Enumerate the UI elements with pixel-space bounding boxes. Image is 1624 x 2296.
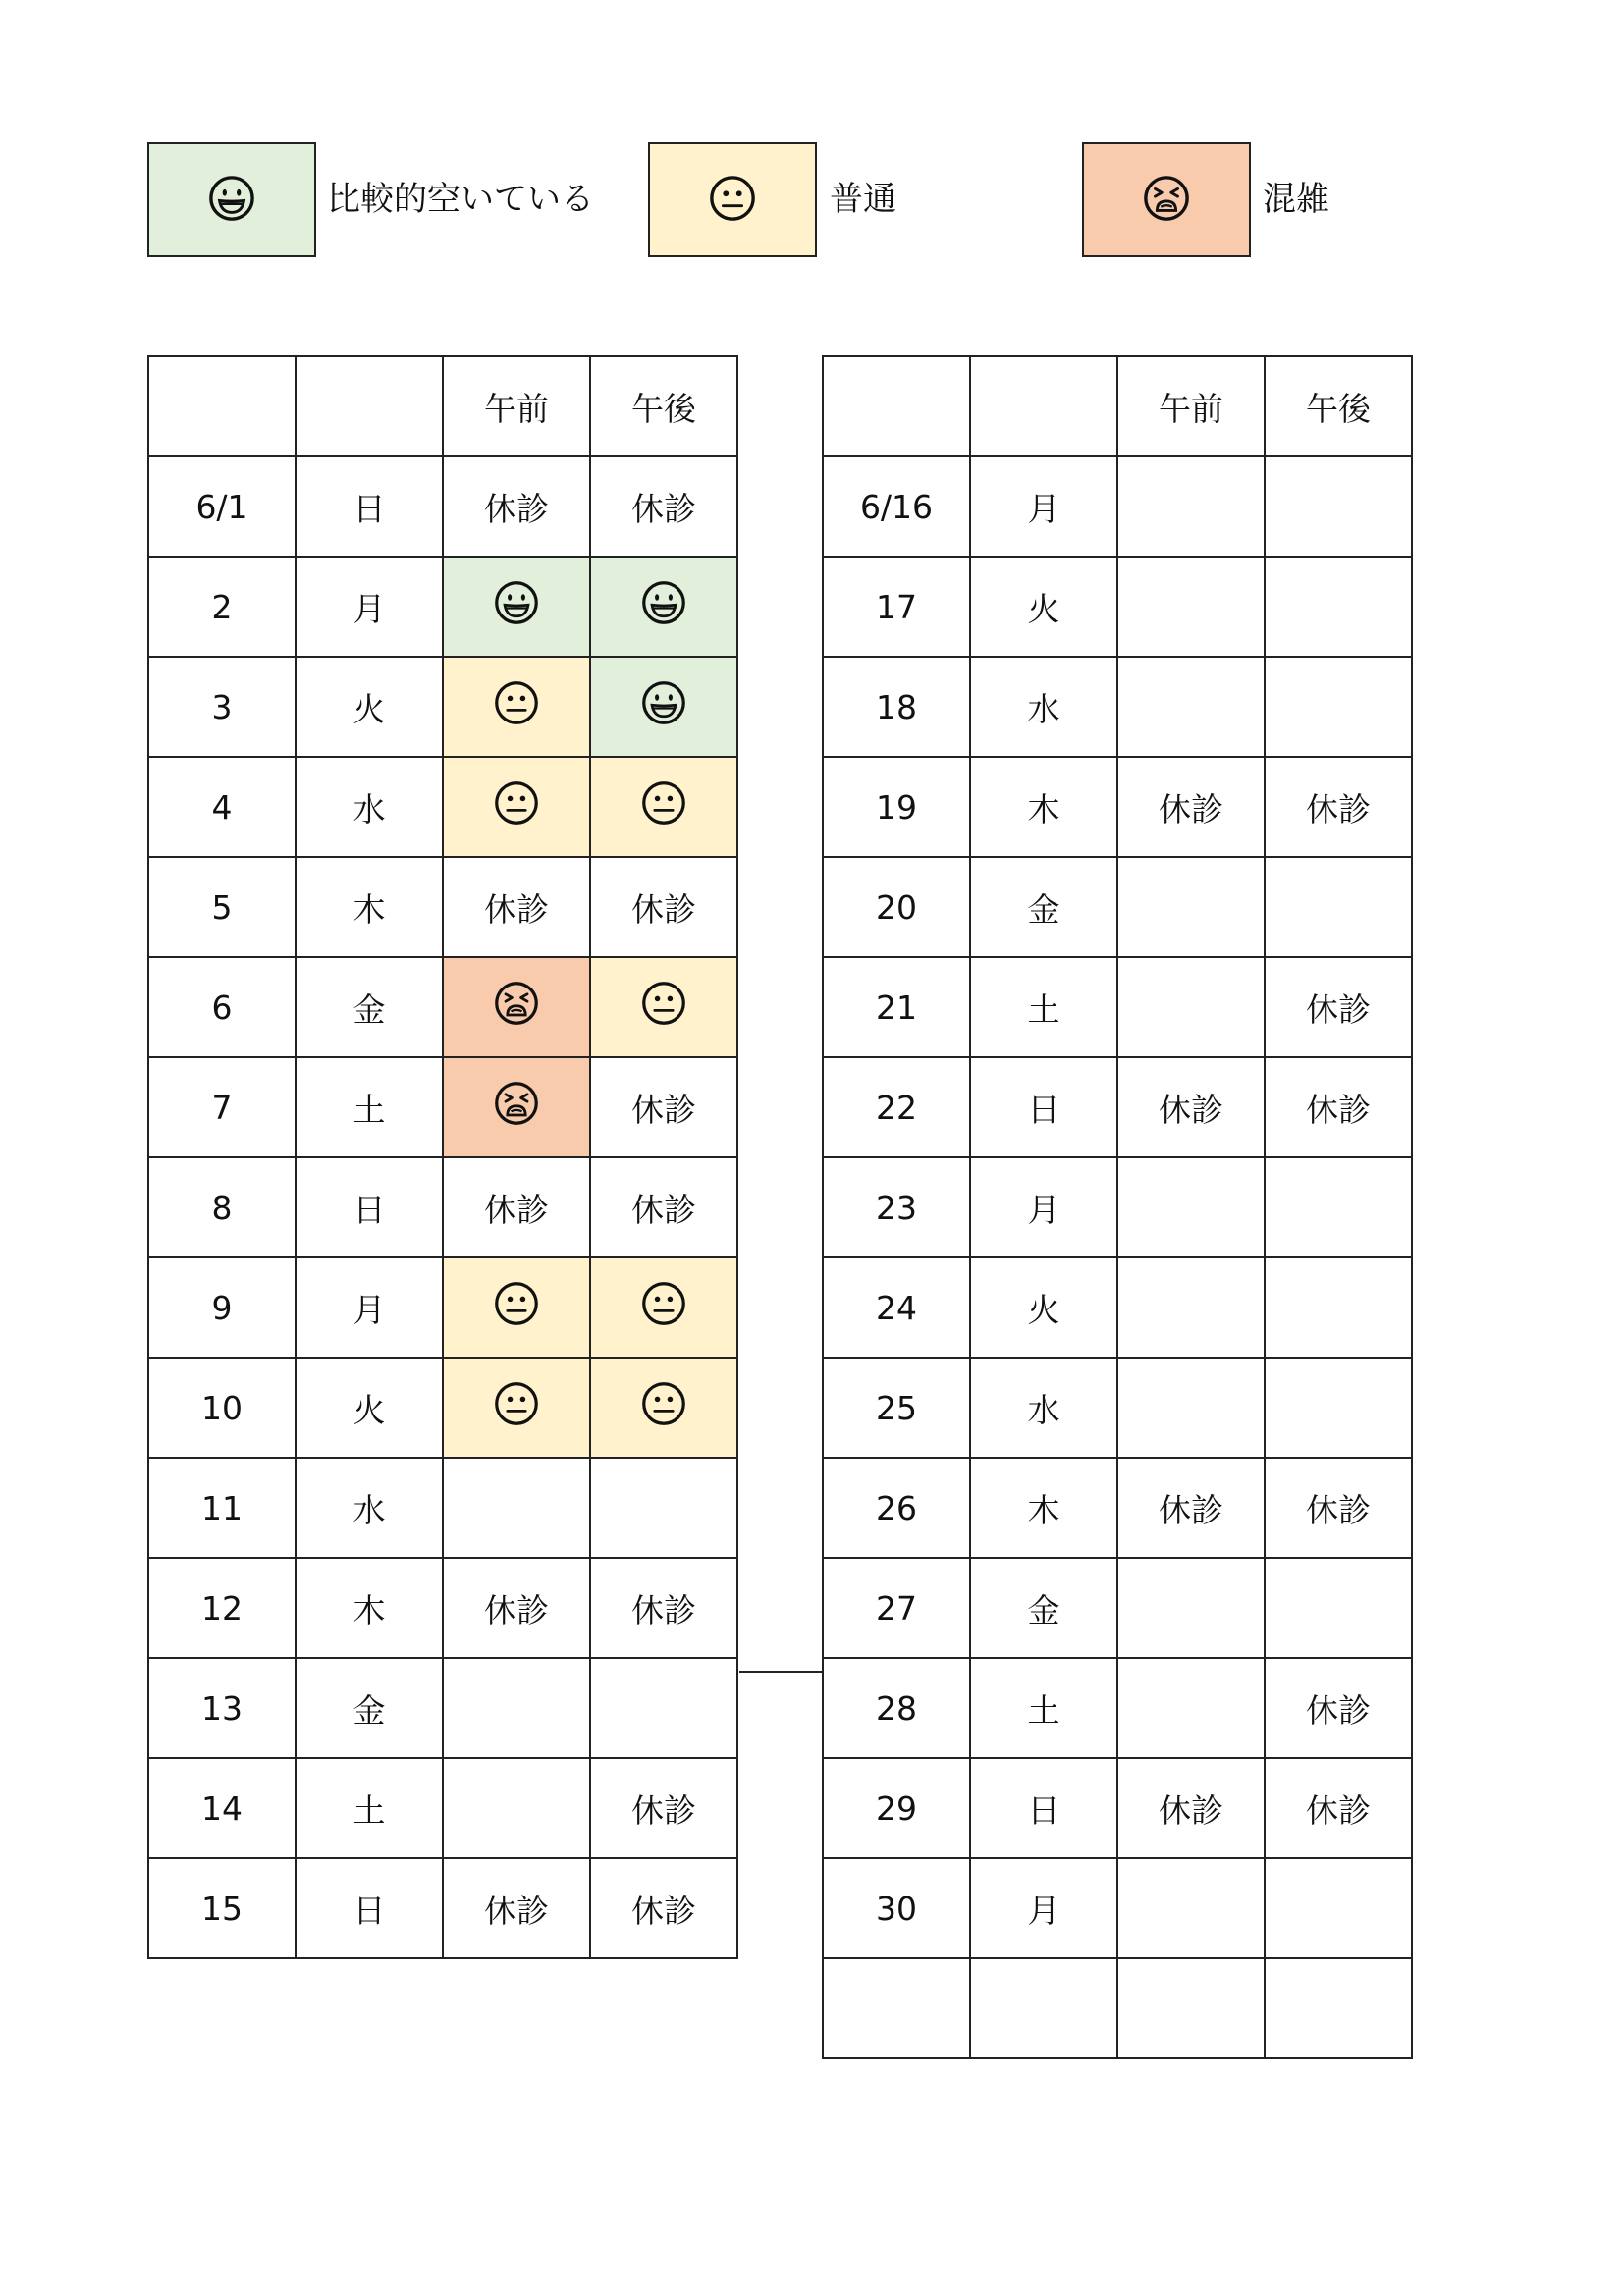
neutral-face-icon bbox=[641, 1281, 686, 1334]
header-day-blank bbox=[296, 356, 443, 456]
pm-status-cell bbox=[590, 757, 737, 857]
table-row bbox=[148, 857, 737, 957]
table-row bbox=[823, 456, 1412, 557]
am-blank-cell bbox=[1117, 1558, 1265, 1658]
legend-swatch-busy bbox=[1082, 142, 1251, 257]
am-blank-cell bbox=[1117, 1157, 1265, 1257]
am-blank-cell bbox=[1117, 857, 1265, 957]
header-date-blank bbox=[823, 356, 970, 456]
weekday-cell: 水 bbox=[296, 757, 443, 857]
am-closed-cell: 休診 bbox=[443, 456, 590, 557]
am-closed-cell: 休診 bbox=[443, 1157, 590, 1257]
pm-status-cell bbox=[590, 557, 737, 657]
weekday-cell: 金 bbox=[296, 1658, 443, 1758]
grinning-face-icon bbox=[641, 680, 686, 733]
date-cell: 6/16 bbox=[823, 456, 970, 557]
date-cell: 22 bbox=[823, 1057, 970, 1157]
header-day-blank bbox=[970, 356, 1117, 456]
weekday-cell: 火 bbox=[970, 1257, 1117, 1358]
table-row bbox=[823, 1057, 1412, 1157]
weekday-cell: 月 bbox=[970, 1157, 1117, 1257]
date-cell: 30 bbox=[823, 1858, 970, 1958]
date-cell: 18 bbox=[823, 657, 970, 757]
pm-blank-cell bbox=[590, 1658, 737, 1758]
pm-blank-cell bbox=[590, 1458, 737, 1558]
am-closed-cell: 休診 bbox=[1117, 757, 1265, 857]
pm-closed-cell: 休診 bbox=[1265, 957, 1412, 1057]
weekday-cell: 土 bbox=[296, 1758, 443, 1858]
weekday-cell: 火 bbox=[296, 1358, 443, 1458]
weekday-cell: 木 bbox=[970, 1458, 1117, 1558]
am-blank-cell bbox=[1117, 456, 1265, 557]
date-cell: 9 bbox=[148, 1257, 296, 1358]
am-blank-cell bbox=[1117, 1858, 1265, 1958]
am-blank-cell bbox=[443, 1758, 590, 1858]
am-status-cell bbox=[443, 1358, 590, 1458]
am-closed-cell: 休診 bbox=[1117, 1758, 1265, 1858]
date-cell: 8 bbox=[148, 1157, 296, 1257]
am-blank-cell bbox=[1117, 957, 1265, 1057]
table-row bbox=[148, 957, 737, 1057]
table-row bbox=[148, 1257, 737, 1358]
pm-status-cell bbox=[590, 657, 737, 757]
date-cell: 29 bbox=[823, 1758, 970, 1858]
header-pm: 午後 bbox=[590, 356, 737, 456]
table-row bbox=[823, 657, 1412, 757]
neutral-face-icon bbox=[494, 1281, 539, 1334]
tired-face-icon bbox=[494, 1081, 539, 1134]
date-cell: 23 bbox=[823, 1157, 970, 1257]
legend-label-busy: 混雑 bbox=[1263, 180, 1329, 219]
calendar-table-first-half bbox=[147, 355, 738, 1959]
pm-status-cell bbox=[590, 1257, 737, 1358]
weekday-cell: 火 bbox=[296, 657, 443, 757]
pm-blank-cell bbox=[1265, 857, 1412, 957]
table-row bbox=[823, 1257, 1412, 1358]
date-cell: 4 bbox=[148, 757, 296, 857]
am-closed-cell: 休診 bbox=[443, 1558, 590, 1658]
pm-blank-cell bbox=[1265, 1558, 1412, 1658]
legend-swatch-empty bbox=[147, 142, 316, 257]
table-row bbox=[823, 757, 1412, 857]
neutral-face-icon bbox=[709, 175, 756, 226]
header-am: 午前 bbox=[443, 356, 590, 456]
neutral-face-icon bbox=[494, 1381, 539, 1434]
date-cell: 2 bbox=[148, 557, 296, 657]
pm-blank-cell bbox=[1265, 657, 1412, 757]
weekday-cell: 土 bbox=[970, 1658, 1117, 1758]
date-cell: 11 bbox=[148, 1458, 296, 1558]
table-row bbox=[823, 1358, 1412, 1458]
date-cell: 28 bbox=[823, 1658, 970, 1758]
table-row bbox=[148, 456, 737, 557]
date-cell bbox=[823, 1958, 970, 2058]
weekday-cell: 日 bbox=[970, 1057, 1117, 1157]
pm-blank-cell bbox=[1265, 1157, 1412, 1257]
date-cell: 10 bbox=[148, 1358, 296, 1458]
grinning-face-icon bbox=[208, 175, 255, 226]
am-closed-cell: 休診 bbox=[443, 857, 590, 957]
tired-face-icon bbox=[494, 981, 539, 1034]
am-closed-cell: 休診 bbox=[1117, 1057, 1265, 1157]
pm-closed-cell: 休診 bbox=[590, 1057, 737, 1157]
pm-closed-cell: 休診 bbox=[1265, 1458, 1412, 1558]
neutral-face-icon bbox=[494, 780, 539, 833]
date-cell: 14 bbox=[148, 1758, 296, 1858]
pm-closed-cell: 休診 bbox=[590, 456, 737, 557]
table-row bbox=[148, 757, 737, 857]
table-row bbox=[148, 1658, 737, 1758]
table-row bbox=[823, 1958, 1412, 2058]
table-row bbox=[823, 1658, 1412, 1758]
header-am: 午前 bbox=[1117, 356, 1265, 456]
grinning-face-icon bbox=[494, 580, 539, 633]
table-row bbox=[823, 1458, 1412, 1558]
table-row bbox=[148, 1458, 737, 1558]
am-blank-cell bbox=[1117, 657, 1265, 757]
am-closed-cell: 休診 bbox=[1117, 1458, 1265, 1558]
pm-blank-cell bbox=[1265, 557, 1412, 657]
date-cell: 3 bbox=[148, 657, 296, 757]
calendar-table-second-half bbox=[822, 355, 1413, 2059]
legend-swatch-normal bbox=[648, 142, 817, 257]
am-status-cell bbox=[443, 657, 590, 757]
weekday-cell: 金 bbox=[970, 857, 1117, 957]
table-connector-line bbox=[739, 1671, 823, 1673]
am-blank-cell bbox=[1117, 557, 1265, 657]
weekday-cell: 日 bbox=[296, 456, 443, 557]
weekday-cell: 月 bbox=[970, 1858, 1117, 1958]
pm-closed-cell: 休診 bbox=[590, 1858, 737, 1958]
table-row bbox=[823, 1157, 1412, 1257]
am-blank-cell bbox=[1117, 1658, 1265, 1758]
weekday-cell: 土 bbox=[296, 1057, 443, 1157]
table-row bbox=[148, 1858, 737, 1958]
weekday-cell: 金 bbox=[970, 1558, 1117, 1658]
weekday-cell: 月 bbox=[296, 557, 443, 657]
weekday-cell: 木 bbox=[970, 757, 1117, 857]
am-blank-cell bbox=[1117, 1958, 1265, 2058]
am-status-cell bbox=[443, 757, 590, 857]
am-blank-cell bbox=[443, 1658, 590, 1758]
table-row bbox=[823, 857, 1412, 957]
pm-blank-cell bbox=[1265, 1958, 1412, 2058]
date-cell: 6 bbox=[148, 957, 296, 1057]
weekday-cell: 日 bbox=[296, 1858, 443, 1958]
date-cell: 6/1 bbox=[148, 456, 296, 557]
pm-closed-cell: 休診 bbox=[590, 1558, 737, 1658]
pm-status-cell bbox=[590, 957, 737, 1057]
weekday-cell: 金 bbox=[296, 957, 443, 1057]
am-closed-cell: 休診 bbox=[443, 1858, 590, 1958]
table-row bbox=[823, 1858, 1412, 1958]
header-pm: 午後 bbox=[1265, 356, 1412, 456]
table-row bbox=[148, 1157, 737, 1257]
weekday-cell: 火 bbox=[970, 557, 1117, 657]
pm-blank-cell bbox=[1265, 456, 1412, 557]
pm-closed-cell: 休診 bbox=[1265, 1057, 1412, 1157]
tired-face-icon bbox=[1143, 175, 1190, 226]
date-cell: 13 bbox=[148, 1658, 296, 1758]
date-cell: 25 bbox=[823, 1358, 970, 1458]
pm-closed-cell: 休診 bbox=[590, 1758, 737, 1858]
header-row bbox=[823, 356, 1412, 456]
weekday-cell: 日 bbox=[970, 1758, 1117, 1858]
table-row bbox=[823, 1758, 1412, 1858]
neutral-face-icon bbox=[641, 981, 686, 1034]
weekday-cell: 水 bbox=[296, 1458, 443, 1558]
date-cell: 24 bbox=[823, 1257, 970, 1358]
table-row bbox=[148, 1558, 737, 1658]
weekday-cell: 土 bbox=[970, 957, 1117, 1057]
table-row bbox=[823, 557, 1412, 657]
date-cell: 17 bbox=[823, 557, 970, 657]
date-cell: 15 bbox=[148, 1858, 296, 1958]
am-status-cell bbox=[443, 1257, 590, 1358]
date-cell: 19 bbox=[823, 757, 970, 857]
table-row bbox=[148, 657, 737, 757]
weekday-cell: 木 bbox=[296, 857, 443, 957]
weekday-cell: 木 bbox=[296, 1558, 443, 1658]
table-row bbox=[148, 1758, 737, 1858]
pm-blank-cell bbox=[1265, 1257, 1412, 1358]
date-cell: 26 bbox=[823, 1458, 970, 1558]
grinning-face-icon bbox=[641, 580, 686, 633]
am-blank-cell bbox=[1117, 1358, 1265, 1458]
table-row bbox=[148, 557, 737, 657]
am-blank-cell bbox=[1117, 1257, 1265, 1358]
weekday-cell: 月 bbox=[970, 456, 1117, 557]
date-cell: 7 bbox=[148, 1057, 296, 1157]
header-date-blank bbox=[148, 356, 296, 456]
header-row bbox=[148, 356, 737, 456]
date-cell: 5 bbox=[148, 857, 296, 957]
weekday-cell bbox=[970, 1958, 1117, 2058]
legend-label-empty: 比較的空いている bbox=[327, 180, 594, 219]
neutral-face-icon bbox=[641, 780, 686, 833]
date-cell: 12 bbox=[148, 1558, 296, 1658]
pm-closed-cell: 休診 bbox=[590, 857, 737, 957]
weekday-cell: 水 bbox=[970, 1358, 1117, 1458]
am-status-cell bbox=[443, 557, 590, 657]
date-cell: 21 bbox=[823, 957, 970, 1057]
legend-label-normal: 普通 bbox=[830, 180, 896, 219]
neutral-face-icon bbox=[641, 1381, 686, 1434]
table-row bbox=[823, 957, 1412, 1057]
pm-blank-cell bbox=[1265, 1358, 1412, 1458]
am-status-cell bbox=[443, 957, 590, 1057]
am-blank-cell bbox=[443, 1458, 590, 1558]
pm-closed-cell: 休診 bbox=[1265, 1658, 1412, 1758]
date-cell: 27 bbox=[823, 1558, 970, 1658]
weekday-cell: 水 bbox=[970, 657, 1117, 757]
weekday-cell: 日 bbox=[296, 1157, 443, 1257]
pm-closed-cell: 休診 bbox=[1265, 1758, 1412, 1858]
weekday-cell: 月 bbox=[296, 1257, 443, 1358]
pm-status-cell bbox=[590, 1358, 737, 1458]
pm-closed-cell: 休診 bbox=[590, 1157, 737, 1257]
table-row bbox=[148, 1358, 737, 1458]
table-row bbox=[148, 1057, 737, 1157]
date-cell: 20 bbox=[823, 857, 970, 957]
pm-closed-cell: 休診 bbox=[1265, 757, 1412, 857]
neutral-face-icon bbox=[494, 680, 539, 733]
am-status-cell bbox=[443, 1057, 590, 1157]
pm-blank-cell bbox=[1265, 1858, 1412, 1958]
table-row bbox=[823, 1558, 1412, 1658]
